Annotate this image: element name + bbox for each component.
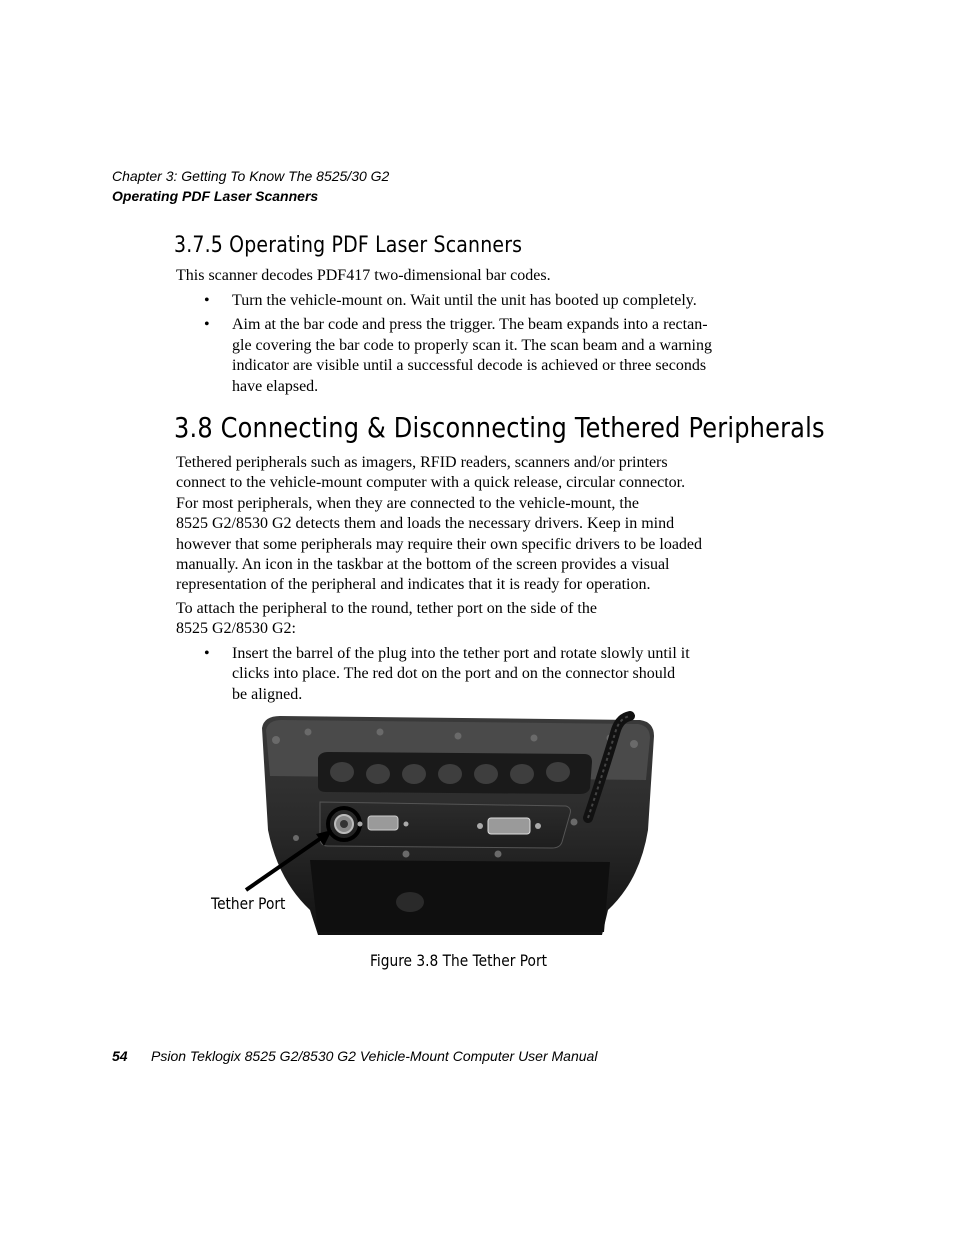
section-intro: This scanner decodes PDF417 two-dimensional bar codes. [176, 267, 551, 284]
list-item [204, 315, 752, 397]
paragraph-line: To attach the peripheral to the round, tether port on the side of the [176, 600, 597, 617]
paragraph-line: Tethered peripherals such as imagers, RFID readers, scanners and/or printers [176, 454, 668, 471]
paragraph-line: however that some peripherals may require their own specific drivers to be loaded [176, 535, 703, 553]
list-item [204, 291, 752, 311]
bullet-marker: • [204, 645, 210, 662]
paragraph-line: For most peripherals, when they are connected to the vehicle-mount, the [176, 494, 639, 512]
paragraph-attach [176, 599, 746, 640]
bullet-text-line: be aligned. [232, 685, 303, 703]
bullet-text-line: have elapsed. [232, 377, 319, 395]
bullet-text: Turn the vehicle-mount on. Wait until the unit has booted up completely. [232, 292, 697, 309]
list-item [204, 644, 752, 705]
bullet-marker: • [204, 316, 210, 334]
running-header-chapter: Chapter 3: Getting To Know The 8525/30 G2 [112, 168, 390, 184]
figure-caption: Figure 3.8 The Tether Port [370, 951, 548, 970]
page-number: 54 [112, 1048, 128, 1064]
paragraph-line: 8525 G2/8530 G2 detects them and loads the necessary drivers. Keep in mind [176, 515, 675, 533]
bullet-list-attach [204, 644, 752, 705]
bullet-text-line: indicator are visible until a successful decode is achieved or three seconds [232, 357, 707, 375]
paragraph-line: manually. An icon in the taskbar at the bottom of the screen provides a visual [176, 556, 670, 574]
paragraph-tethered [176, 453, 746, 596]
paragraph-line: representation of the peripheral and indicates that it is ready for operation. [176, 576, 651, 594]
running-header-section: Operating PDF Laser Scanners [112, 188, 319, 204]
bullet-text-line: Insert the barrel of the plug into the tether port and rotate slowly until it [232, 645, 690, 662]
bullet-marker: • [204, 292, 210, 309]
section-heading-3-7-5: 3.7.5 Operating PDF Laser Scanners [174, 233, 523, 258]
footer-title: Psion Teklogix 8525 G2/8530 G2 Vehicle-Mount Computer User Manual [151, 1048, 598, 1064]
section-heading-3-8: 3.8 Connecting & Disconnecting Tethered Peripherals [174, 411, 825, 444]
bullet-text-line: Aim at the bar code and press the trigger. The beam expands into a rectan- [232, 316, 708, 334]
bullet-list-scanner [204, 291, 752, 397]
bullet-text-line: clicks into place. The red dot on the port and on the connector should [232, 665, 676, 683]
bullet-text-line: gle covering the bar code to properly scan it. The scan beam and a warning [232, 336, 712, 354]
paragraph-line: connect to the vehicle-mount computer with a quick release, circular connector. [176, 474, 686, 492]
tether-port-callout: Tether Port [211, 894, 286, 913]
paragraph-line: 8525 G2/8530 G2: [176, 620, 296, 638]
